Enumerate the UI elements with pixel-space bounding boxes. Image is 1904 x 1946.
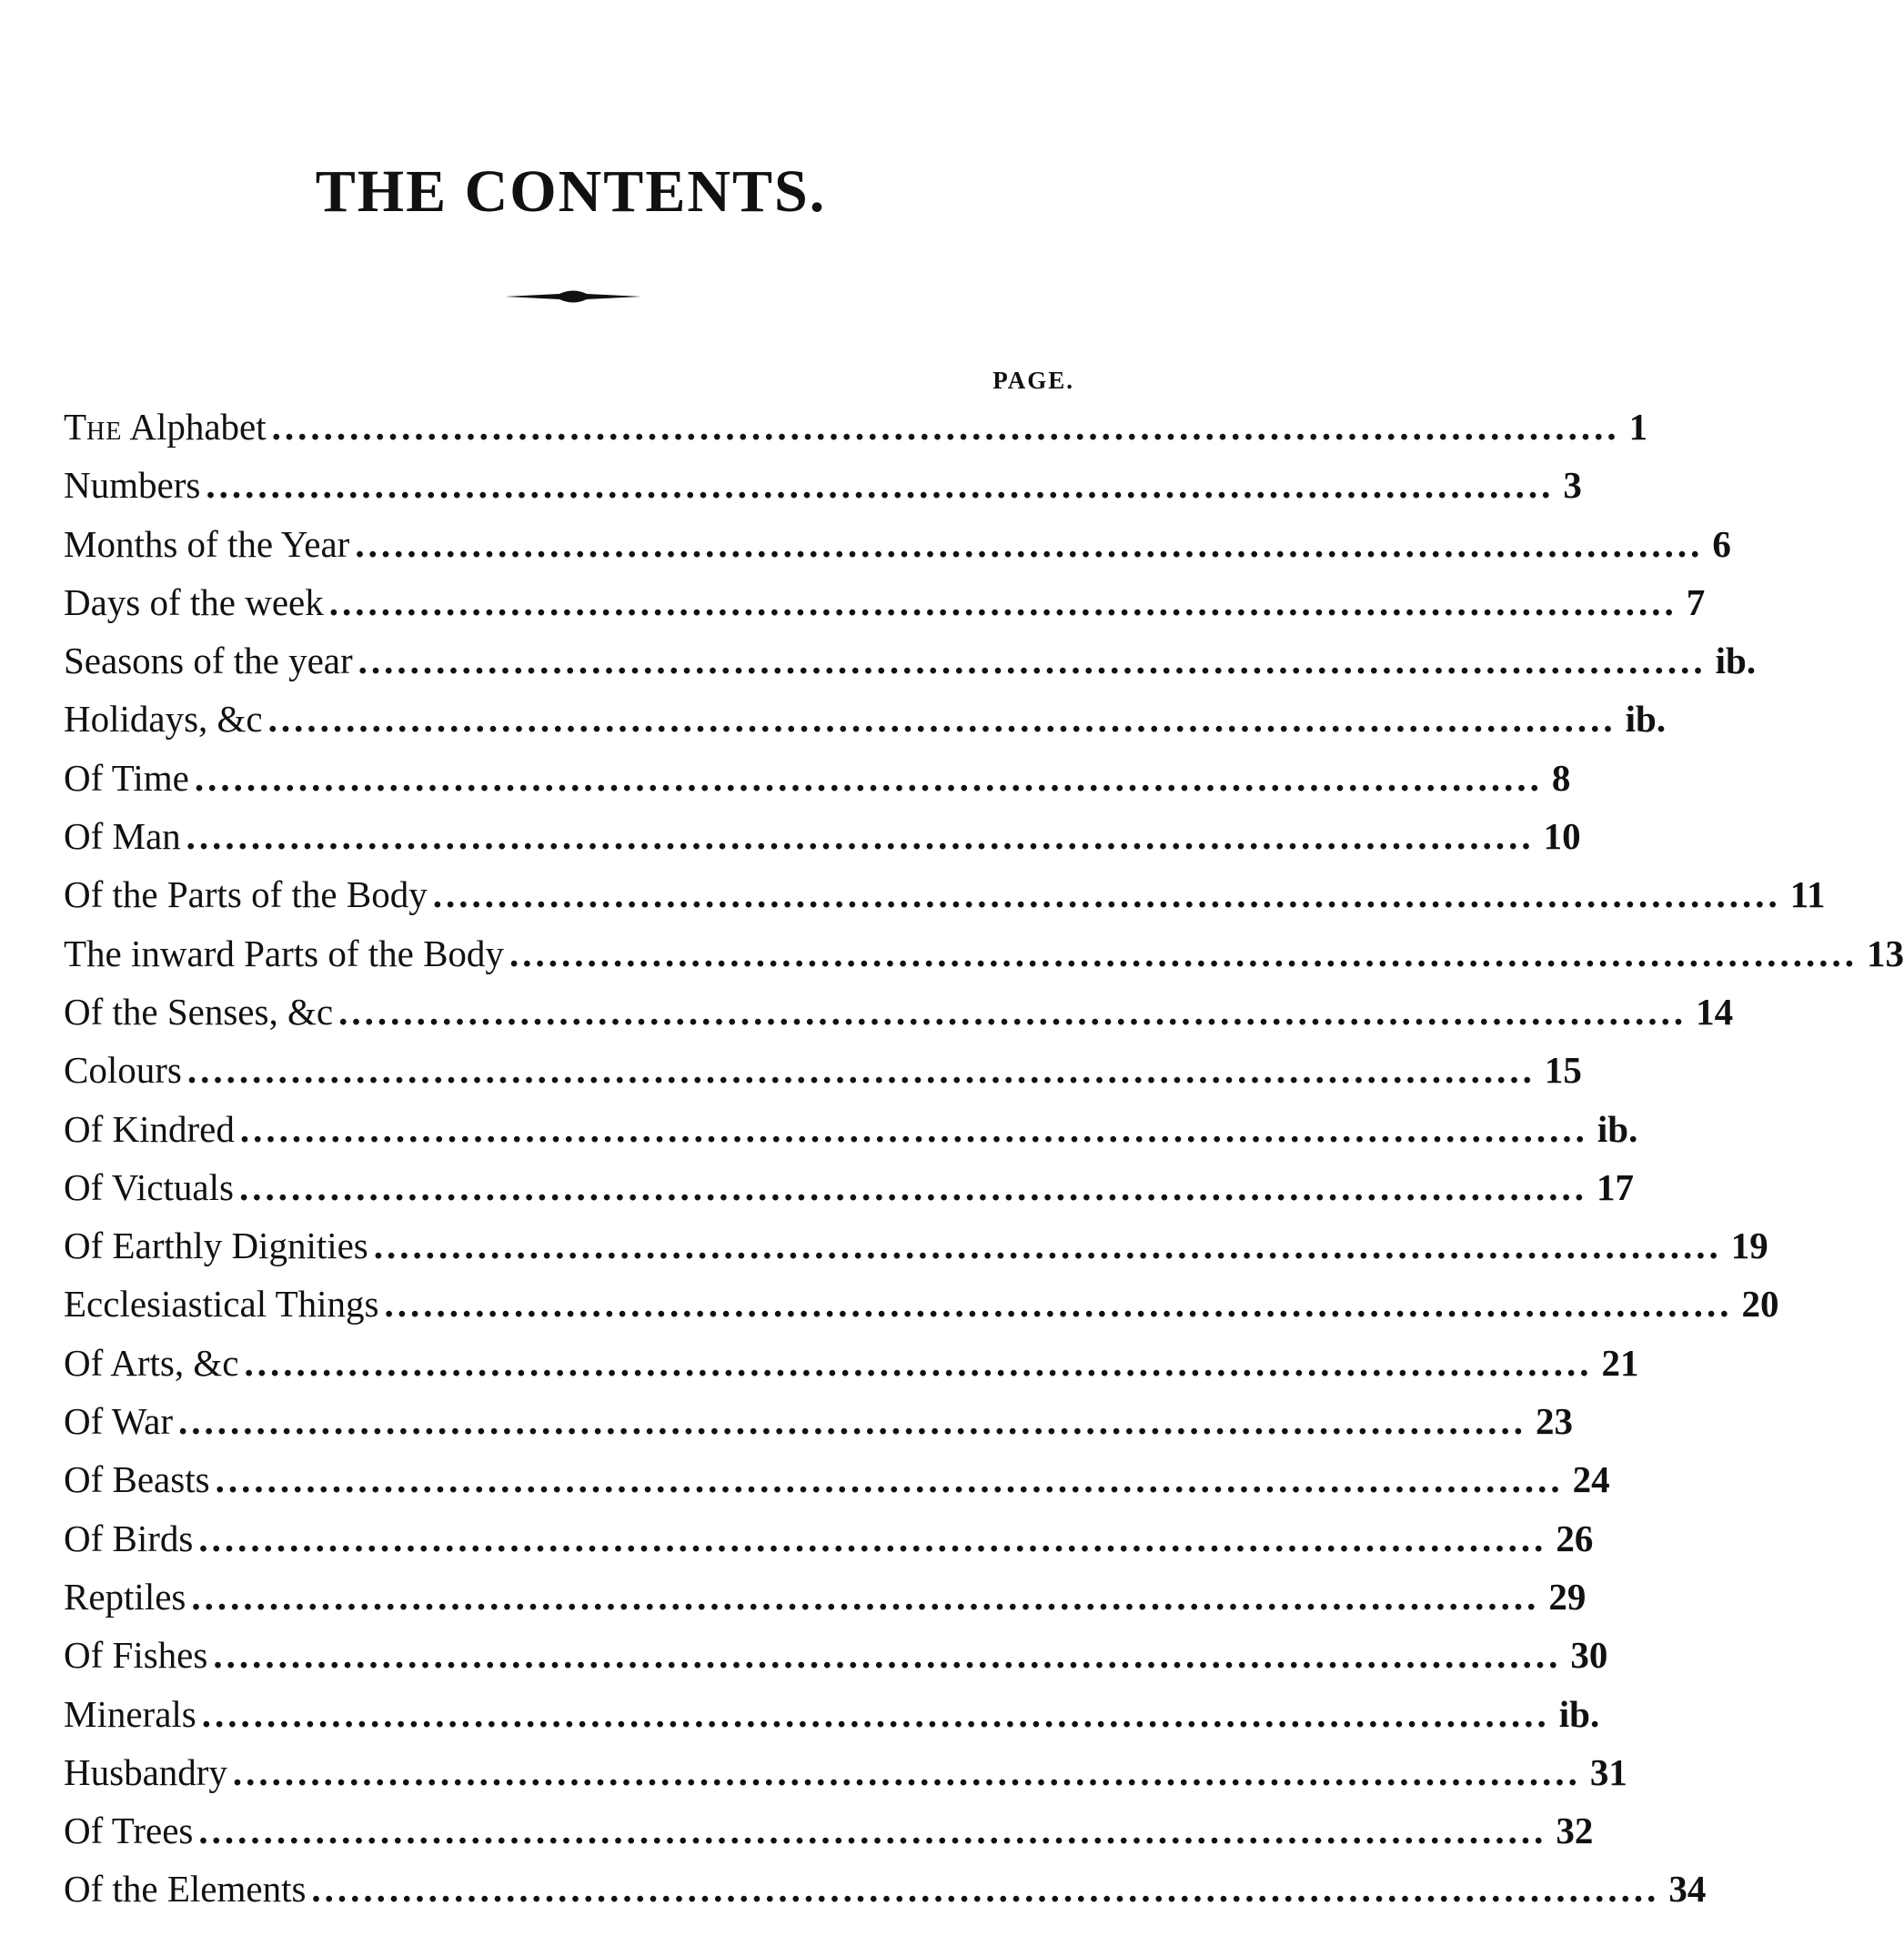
toc-entry-page: 21	[1601, 1341, 1639, 1384]
toc-entry	[64, 1450, 1610, 1508]
toc-entry	[64, 1158, 1634, 1216]
toc-entry-title: Of the Elements	[64, 1868, 307, 1911]
toc-entry-page: ib.	[1558, 1692, 1600, 1735]
toc-entry	[64, 398, 1648, 456]
dot-leader: ........................................................................................................	[267, 698, 1617, 741]
toc-entry	[64, 1626, 1608, 1684]
toc-entry-title: The inward Parts of the Body	[64, 932, 504, 974]
toc-entry-title: Of Beasts	[64, 1458, 210, 1501]
toc-entry-title: Husbandry	[64, 1750, 227, 1793]
toc-entry	[64, 749, 1571, 807]
dot-leader: ........................................................................................................	[338, 990, 1687, 1033]
toc-entry-page: 32	[1556, 1810, 1594, 1852]
page-column-heading: PAGE.	[992, 367, 1074, 394]
toc-entry-page: 19	[1730, 1225, 1768, 1267]
toc-entry-page: 14	[1696, 990, 1734, 1033]
toc-entry-page: 23	[1536, 1400, 1574, 1443]
ornament-rule	[505, 286, 641, 308]
dot-leader: ........................................................................................................	[328, 580, 1677, 623]
toc-entry	[64, 1100, 1638, 1158]
toc-entry-title: Of Man	[64, 815, 181, 858]
dot-leader: ........................................................................................................	[432, 873, 1781, 916]
toc-entry-title: Of War	[64, 1400, 174, 1443]
toc-entry-title: Of Kindred	[64, 1107, 235, 1150]
toc-entry	[64, 690, 1667, 748]
toc-entry-title: Numbers	[64, 464, 201, 507]
toc-entry-page: 1	[1628, 406, 1648, 448]
toc-entry	[64, 515, 1731, 573]
toc-entry-title: Of Arts, &c	[64, 1341, 239, 1384]
dot-leader: ........................................................................................................	[358, 640, 1707, 682]
toc-entry-page: 34	[1668, 1868, 1707, 1911]
toc-entry-page: ib.	[1625, 698, 1667, 741]
toc-entry-page: 8	[1551, 756, 1571, 799]
toc-entry-title: Days of the week	[64, 580, 324, 623]
dot-leader: ........................................................................................................	[311, 1868, 1660, 1911]
toc-entry	[64, 924, 1904, 983]
toc-entry	[64, 1216, 1768, 1275]
toc-entry	[64, 1568, 1587, 1626]
dot-leader: ........................................................................................................	[186, 1049, 1536, 1092]
toc-entry-title: Of the Senses, &c	[64, 990, 334, 1033]
toc-entry-title: Of Time	[64, 756, 189, 799]
dot-leader: ........................................................................................................	[191, 1575, 1540, 1618]
toc-entry-title-rest: Alphabet	[122, 406, 267, 448]
toc-entry	[64, 807, 1581, 865]
dot-leader: ........................................................................................................	[215, 1458, 1564, 1501]
toc-entry	[64, 1860, 1707, 1918]
toc-entry-page: 13	[1866, 932, 1904, 974]
toc-entry-title: Of Trees	[64, 1810, 194, 1852]
dot-leader: ........................................................................................................	[355, 522, 1704, 565]
toc-entry	[64, 1334, 1639, 1392]
toc-entry-title-smallcaps: HE	[86, 418, 123, 446]
toc-entry	[64, 1392, 1574, 1450]
toc-entry-page: 6	[1712, 522, 1731, 565]
toc-entry-title: Of Earthly Dignities	[64, 1225, 368, 1267]
toc-entry-page: 26	[1556, 1517, 1594, 1559]
dot-leader: ........................................................................................................	[206, 464, 1555, 507]
toc-entry	[64, 1041, 1582, 1099]
dot-leader: ........................................................................................................	[239, 1107, 1588, 1150]
dot-leader: ........................................................................................................	[198, 1517, 1547, 1559]
dot-leader: ........................................................................................................	[186, 815, 1535, 858]
toc-entry-page: 11	[1789, 873, 1826, 916]
dot-leader: ........................................................................................................	[244, 1341, 1593, 1384]
dot-leader: ........................................................................................................	[271, 406, 1620, 448]
toc-entry-page: 20	[1741, 1283, 1779, 1326]
toc-entry-title: Seasons of the year	[64, 640, 353, 682]
table-of-contents	[64, 398, 1904, 1919]
toc-entry-page: 30	[1570, 1634, 1608, 1677]
toc-entry-page: 3	[1563, 464, 1582, 507]
toc-entry-title: Reptiles	[64, 1575, 186, 1618]
toc-entry-title: Of Victuals	[64, 1165, 234, 1208]
toc-entry-title: Ecclesiastical Things	[64, 1283, 379, 1326]
dot-leader: ........................................................................................................	[194, 756, 1543, 799]
toc-entry-page: 29	[1548, 1575, 1587, 1618]
toc-entry-page: 31	[1589, 1750, 1627, 1793]
toc-entry	[64, 983, 1734, 1041]
dot-leader: ........................................................................................................	[373, 1225, 1722, 1267]
dot-leader: ........................................................................................................	[198, 1810, 1547, 1852]
toc-entry	[64, 1801, 1594, 1860]
toc-entry	[64, 865, 1826, 923]
toc-entry-title	[64, 398, 272, 461]
dot-leader: ........................................................................................................	[178, 1400, 1527, 1443]
toc-entry	[64, 631, 1757, 690]
toc-entry-page: 15	[1544, 1049, 1582, 1092]
toc-entry	[64, 1509, 1594, 1568]
toc-entry	[64, 1743, 1627, 1801]
toc-entry-page: 24	[1572, 1458, 1610, 1501]
toc-entry	[64, 1685, 1600, 1743]
toc-entry-title: Of Birds	[64, 1517, 194, 1559]
toc-entry-title: Holidays, &c	[64, 698, 263, 741]
dot-leader: ........................................................................................................	[201, 1692, 1550, 1735]
toc-entry-title: Of the Parts of the Body	[64, 873, 428, 916]
toc-entry-title: Minerals	[64, 1692, 196, 1735]
dot-leader: ........................................................................................................	[238, 1165, 1587, 1208]
toc-entry-title: Months of the Year	[64, 522, 350, 565]
toc-entry-title: Colours	[64, 1049, 182, 1092]
toc-entry-page: 17	[1596, 1165, 1634, 1208]
toc-entry-title-lead: T	[64, 406, 87, 448]
dot-leader: ........................................................................................................	[384, 1283, 1733, 1326]
toc-entry-page: 10	[1543, 815, 1581, 858]
toc-entry-page: 7	[1686, 580, 1706, 623]
toc-entry	[64, 573, 1706, 631]
dot-leader: ........................................................................................................	[509, 932, 1858, 974]
toc-entry	[64, 456, 1582, 514]
toc-entry-title: Of Fishes	[64, 1634, 208, 1677]
dot-leader: ........................................................................................................	[213, 1634, 1562, 1677]
toc-entry-page: ib.	[1597, 1107, 1638, 1150]
toc-entry-page: ib.	[1715, 640, 1757, 682]
toc-entry	[64, 1275, 1779, 1333]
page-title: THE CONTENTS.	[315, 158, 827, 225]
dot-leader: ........................................................................................................	[232, 1750, 1581, 1793]
